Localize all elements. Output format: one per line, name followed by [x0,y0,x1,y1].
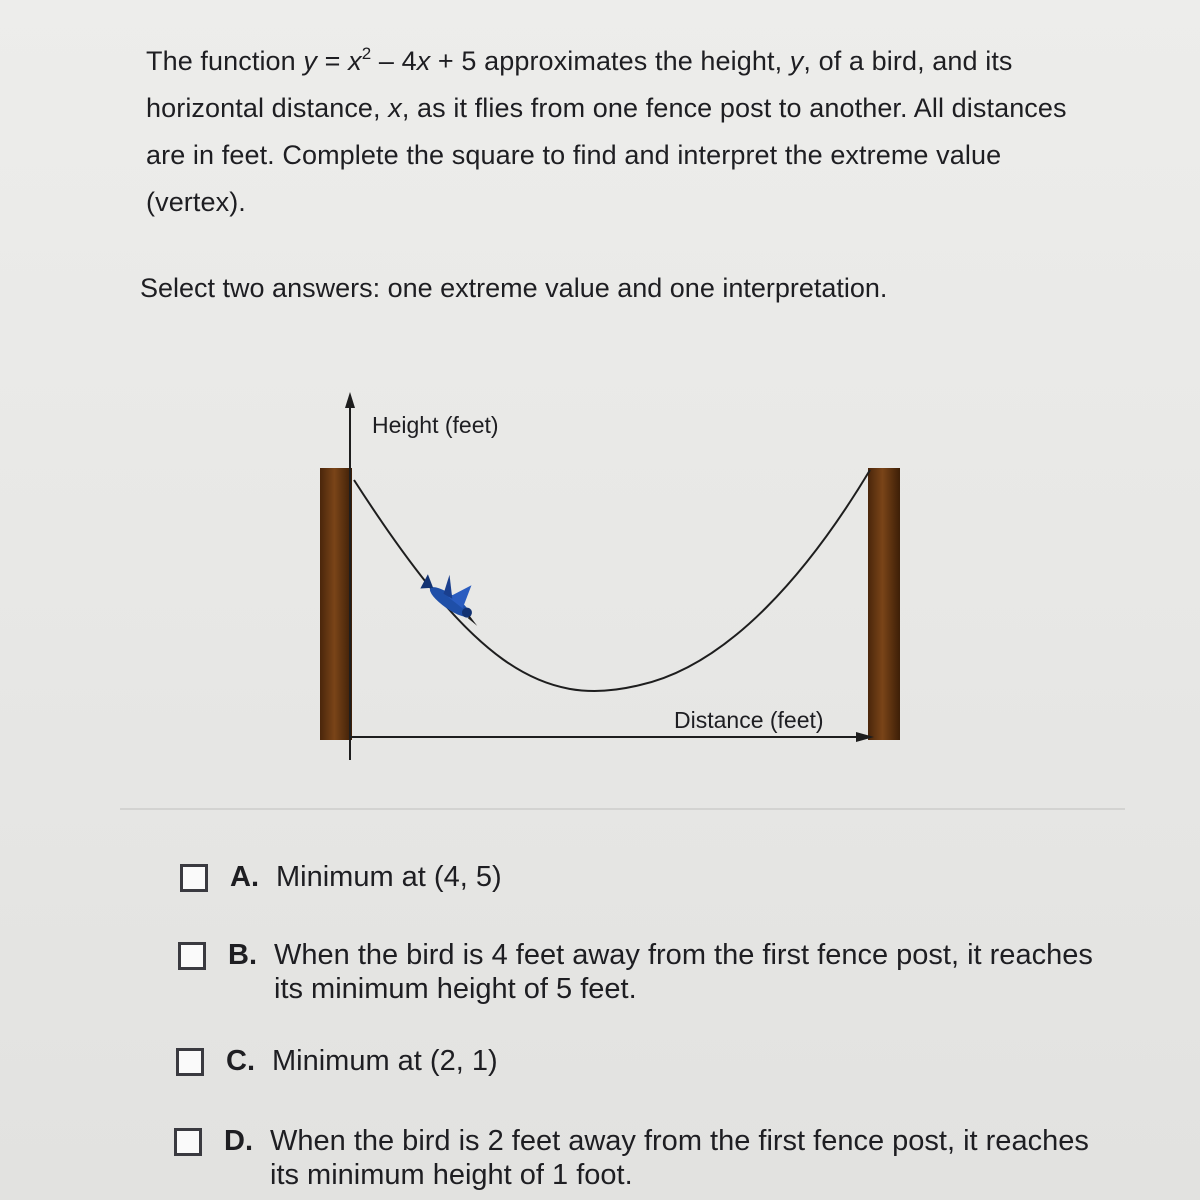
choice-b-text: When the bird is 4 feet away from the first fence post, it reaches its minimum height of 5 feet. [274,939,1093,1005]
choice-a-text: Minimum at (4, 5) [276,861,502,893]
choice-d-text: When the bird is 2 feet away from the first fence post, it reaches its minimum height of 1 foot. [270,1125,1089,1191]
y-axis-arrow-icon [345,392,355,408]
x-axis-label: Distance (feet) [674,707,824,733]
choice-a-letter: A. [230,861,259,893]
question-line-3: are in feet. Complete the square to find and interpret the extreme value [146,140,1002,170]
question-line-1: The function $y = x^2 - 4x + 5$ approximates the height, y, of a bird, and its [146,44,1013,76]
bird-flight-diagram [300,380,920,780]
question-line-4: (vertex). [146,187,246,217]
choice-b-letter: B. [228,939,257,971]
choice-c-letter: C. [226,1045,255,1077]
checkbox-c[interactable] [176,1048,204,1076]
choice-d-letter: D. [224,1125,253,1157]
left-fence-post [320,468,352,740]
question-line-2: horizontal distance, x, as it flies from one fence post to another. All distances [146,93,1067,123]
instruction-text: Select two answers: one extreme value and one interpretation. [140,273,888,303]
choice-b[interactable] [178,938,1108,1006]
choice-d[interactable] [174,1124,1109,1192]
section-divider [120,808,1125,810]
choice-c[interactable] [176,1044,1076,1078]
checkbox-a[interactable] [180,864,208,892]
choice-c-text: Minimum at (2, 1) [272,1045,498,1077]
right-fence-post [868,468,900,740]
y-axis-label: Height (feet) [372,412,499,438]
checkbox-b[interactable] [178,942,206,970]
flight-path-curve [354,470,870,691]
question-text [146,38,1106,226]
checkbox-d[interactable] [174,1128,202,1156]
choice-a[interactable] [180,860,1080,894]
